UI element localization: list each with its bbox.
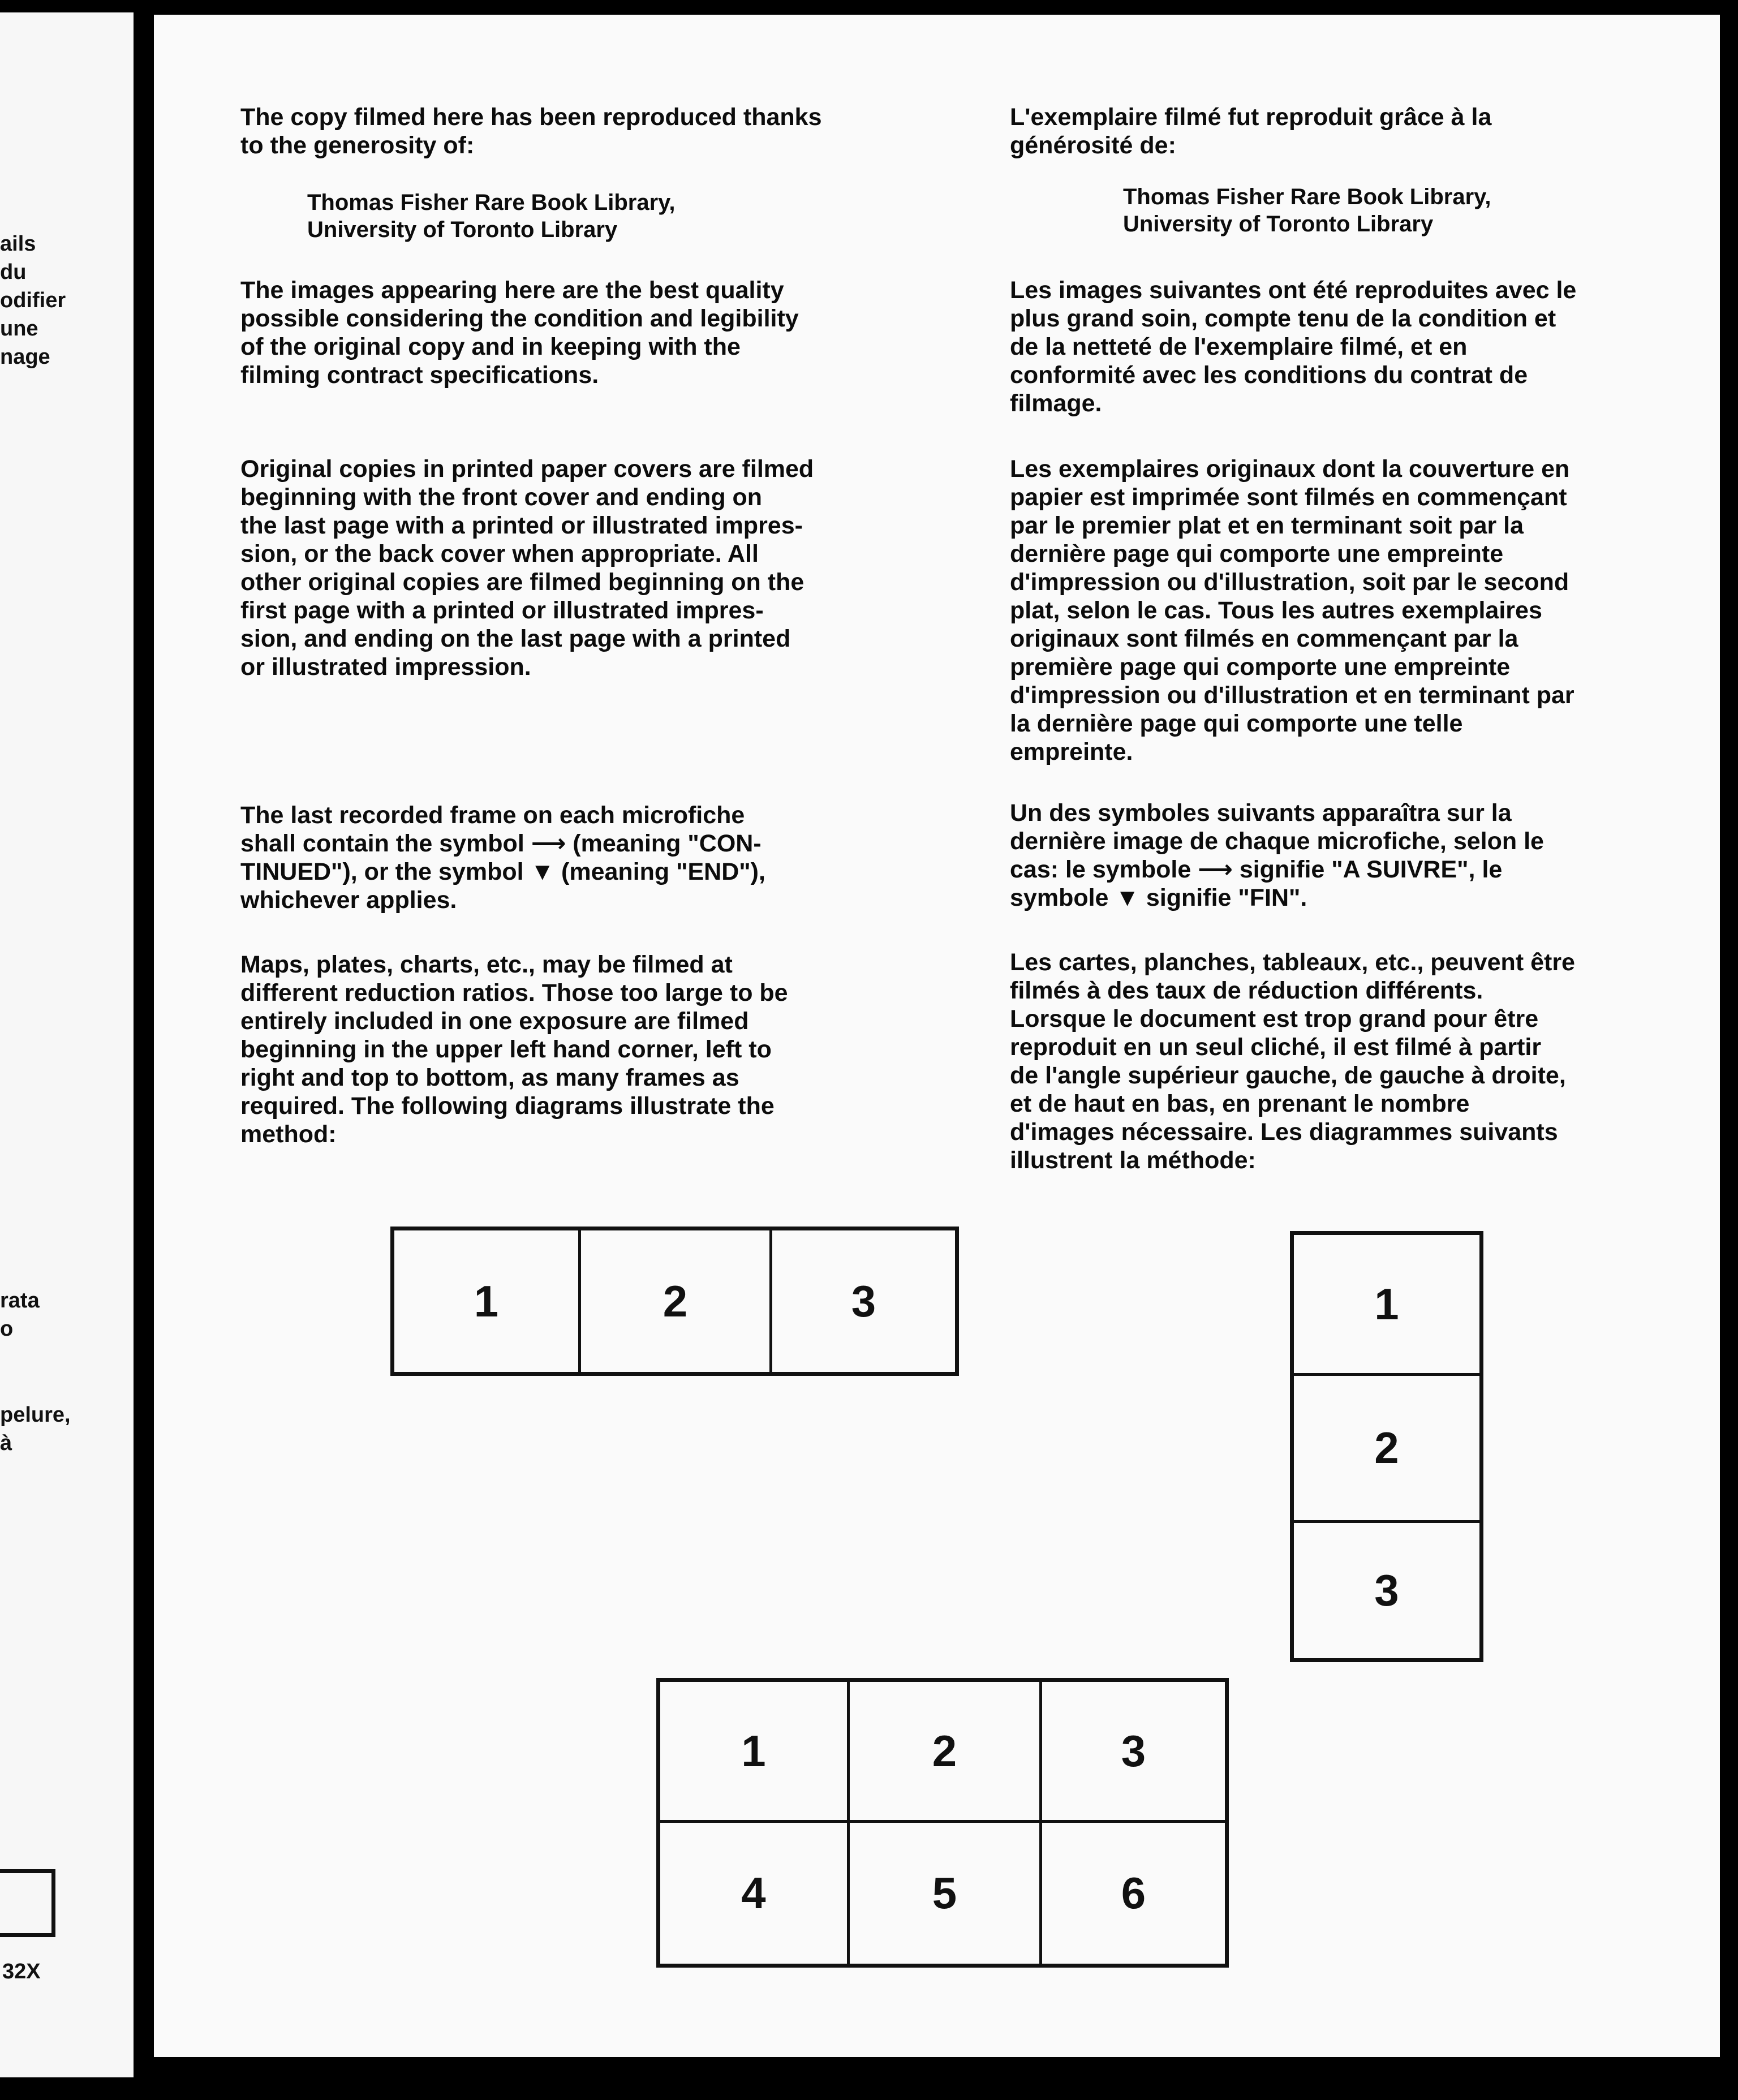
frame-number: 2	[662, 1276, 688, 1326]
scale-box	[0, 1869, 55, 1937]
frame-number: 1	[1374, 1279, 1399, 1329]
fragment-line: nage	[0, 345, 50, 369]
fragment-line: ails	[0, 232, 36, 256]
covers-text: Les exemplaires originaux dont la couverture en papier est imprimée sont filmés en commençant par le premier plat et en terminant soit par la dernière page qui comporte une empreinte d'impression ou d'illustration, soit par le second plat, selon le cas. Tous les autres exemplaires originaux sont filmés en commençant par la première page qui comporte une empreinte d'impression ou d'illustration et en terminant par la dernière page qui comporte une telle empreinte.	[1010, 455, 1574, 765]
frame-number: 4	[741, 1868, 766, 1918]
library-credit: Thomas Fisher Rare Book Library, University of Toronto Library	[1123, 184, 1491, 236]
quality-text: Les images suivantes ont été reproduites avec le plus grand soin, compte tenu de la condition et de la netteté de l'exemplaire filmé, et en conformité avec les conditions du contrat de filmage.	[1010, 277, 1577, 417]
fragment-line: rata	[0, 1289, 40, 1312]
diagram-grid	[656, 1678, 1229, 1968]
maps-text: Maps, plates, charts, etc., may be filmed at different reduction ratios. Those too large to be entirely included in one exposure are filmed beginning in the upper left hand corner, left to right and top to bottom, as many frames as required. The following diagrams illustrate the method:	[240, 951, 788, 1148]
scale-label: 32X	[2, 1960, 41, 1983]
frame-number: 3	[1121, 1725, 1146, 1776]
frame-number: 2	[1374, 1423, 1399, 1473]
frame-number: 3	[1374, 1565, 1399, 1615]
diagram-vertical	[1290, 1231, 1483, 1662]
fragment-line: o	[0, 1317, 14, 1341]
quality-text: The images appearing here are the best quality possible considering the condition and legibility of the original copy and in keeping with the filming contract specifications.	[240, 277, 799, 389]
acknowledgement-text: The copy filmed here has been reproduced thanks to the generosity of:	[240, 104, 822, 159]
symbols-text: Un des symboles suivants apparaîtra sur la dernière image de chaque microfiche, selon le cas: le symbole ⟶ signifie "A SUIVRE", le symbole ▼ signifie "FIN".	[1010, 799, 1544, 911]
frame-number: 1	[474, 1276, 499, 1326]
library-credit: Thomas Fisher Rare Book Library, University of Toronto Library	[307, 190, 676, 242]
diagram-horizontal	[390, 1227, 959, 1376]
acknowledgement-text: L'exemplaire filmé fut reproduit grâce à la générosité de:	[1010, 104, 1492, 159]
fragment-line: à	[0, 1431, 12, 1455]
frame-number: 1	[741, 1725, 766, 1776]
fragment-line: du	[0, 260, 27, 284]
covers-text: Original copies in printed paper covers are filmed beginning with the front cover and ending on the last page with a printed or illustrated impres- sion, or the back cover when appropriate. All other original copies are filmed beginning on the first page with a printed or illustrated impres- sion, and ending on the last page with a printed or illustrated impression.	[240, 455, 814, 681]
frame-number: 5	[932, 1868, 957, 1918]
frame-number: 2	[932, 1725, 957, 1776]
fragment-line: pelure,	[0, 1403, 71, 1427]
fragment-line: odifier	[0, 289, 66, 312]
fragment-line: une	[0, 317, 38, 341]
frame-number: 6	[1121, 1868, 1146, 1918]
symbols-text: The last recorded frame on each microfiche shall contain the symbol ⟶ (meaning "CON- TINUED"), or the symbol ▼ (meaning "END"), whichever applies.	[240, 802, 765, 914]
frame-number: 3	[851, 1276, 876, 1326]
adjacent-page-fragment	[0, 12, 134, 2077]
maps-text: Les cartes, planches, tableaux, etc., peuvent être filmés à des taux de réduction différents. Lorsque le document est trop grand pour être reproduit en un seul cliché, il est filmé à partir de l'angle supérieur gauche, de gauche à droite, et de haut en bas, en prenant le nombre d'images nécessaire. Les diagrammes suivants illustrent la méthode:	[1010, 949, 1575, 1174]
